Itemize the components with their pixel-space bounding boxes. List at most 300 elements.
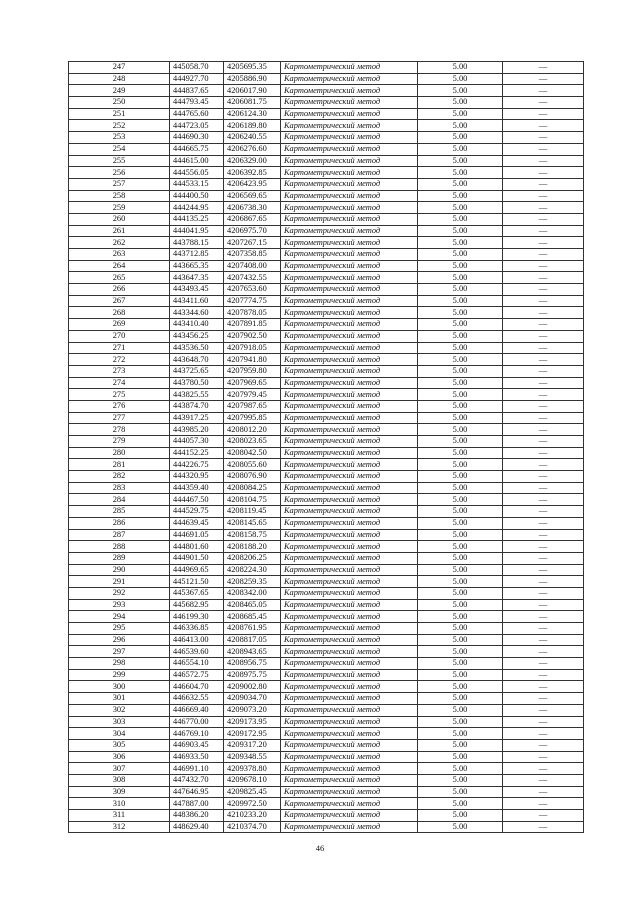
- x-coordinate-cell: 444226.75: [170, 459, 224, 471]
- point-number-cell: 261: [69, 225, 170, 237]
- y-coordinate-cell: 4207891.85: [224, 319, 281, 331]
- accuracy-cell: 5.00: [418, 704, 503, 716]
- dash-cell: —: [503, 763, 584, 775]
- dash-cell: —: [503, 108, 584, 120]
- point-number-cell: 270: [69, 330, 170, 342]
- x-coordinate-cell: 443712.85: [170, 249, 224, 261]
- point-number-cell: 294: [69, 611, 170, 623]
- x-coordinate-cell: 445058.70: [170, 62, 224, 74]
- x-coordinate-cell: 446933.50: [170, 751, 224, 763]
- dash-cell: —: [503, 225, 584, 237]
- point-number-cell: 298: [69, 658, 170, 670]
- point-number-cell: 272: [69, 354, 170, 366]
- y-coordinate-cell: 4208975.75: [224, 669, 281, 681]
- y-coordinate-cell: 4208055.60: [224, 459, 281, 471]
- accuracy-cell: 5.00: [418, 459, 503, 471]
- accuracy-cell: 5.00: [418, 693, 503, 705]
- point-number-cell: 275: [69, 389, 170, 401]
- table-row: [69, 260, 584, 272]
- accuracy-cell: 5.00: [418, 295, 503, 307]
- method-cell: Картометрический метод: [281, 447, 418, 459]
- table-row: [69, 623, 584, 635]
- y-coordinate-cell: 4206738.30: [224, 202, 281, 214]
- x-coordinate-cell: 443780.50: [170, 377, 224, 389]
- y-coordinate-cell: 4210233.20: [224, 810, 281, 822]
- x-coordinate-cell: 443344.60: [170, 307, 224, 319]
- accuracy-cell: 5.00: [418, 365, 503, 377]
- accuracy-cell: 5.00: [418, 482, 503, 494]
- y-coordinate-cell: 4206081.75: [224, 97, 281, 109]
- method-cell: Картометрический метод: [281, 143, 418, 155]
- table-row: [69, 85, 584, 97]
- x-coordinate-cell: 448629.40: [170, 821, 224, 833]
- method-cell: Картометрический метод: [281, 599, 418, 611]
- dash-cell: —: [503, 330, 584, 342]
- x-coordinate-cell: 444615.00: [170, 155, 224, 167]
- method-cell: Картометрический метод: [281, 786, 418, 798]
- accuracy-cell: 5.00: [418, 728, 503, 740]
- dash-cell: —: [503, 354, 584, 366]
- x-coordinate-cell: 444690.30: [170, 132, 224, 144]
- point-number-cell: 283: [69, 482, 170, 494]
- accuracy-cell: 5.00: [418, 658, 503, 670]
- table-row: [69, 108, 584, 120]
- dash-cell: —: [503, 751, 584, 763]
- x-coordinate-cell: 444837.65: [170, 85, 224, 97]
- method-cell: Картометрический метод: [281, 249, 418, 261]
- x-coordinate-cell: 446336.85: [170, 623, 224, 635]
- method-cell: Картометрический метод: [281, 272, 418, 284]
- y-coordinate-cell: 4209348.55: [224, 751, 281, 763]
- y-coordinate-cell: 4206569.65: [224, 190, 281, 202]
- dash-cell: —: [503, 190, 584, 202]
- accuracy-cell: 5.00: [418, 681, 503, 693]
- dash-cell: —: [503, 319, 584, 331]
- y-coordinate-cell: 4208119.45: [224, 506, 281, 518]
- accuracy-cell: 5.00: [418, 225, 503, 237]
- method-cell: Картометрический метод: [281, 167, 418, 179]
- point-number-cell: 293: [69, 599, 170, 611]
- table-row: [69, 658, 584, 670]
- y-coordinate-cell: 4208084.25: [224, 482, 281, 494]
- point-number-cell: 304: [69, 728, 170, 740]
- method-cell: Картометрический метод: [281, 284, 418, 296]
- point-number-cell: 252: [69, 120, 170, 132]
- y-coordinate-cell: 4206240.55: [224, 132, 281, 144]
- accuracy-cell: 5.00: [418, 132, 503, 144]
- point-number-cell: 290: [69, 564, 170, 576]
- point-number-cell: 287: [69, 529, 170, 541]
- table-row: [69, 447, 584, 459]
- accuracy-cell: 5.00: [418, 249, 503, 261]
- table-row: [69, 494, 584, 506]
- x-coordinate-cell: 446669.40: [170, 704, 224, 716]
- table-row: [69, 517, 584, 529]
- point-number-cell: 263: [69, 249, 170, 261]
- method-cell: Картометрический метод: [281, 260, 418, 272]
- table-row: [69, 319, 584, 331]
- x-coordinate-cell: 444135.25: [170, 213, 224, 225]
- y-coordinate-cell: 4206975.70: [224, 225, 281, 237]
- dash-cell: —: [503, 587, 584, 599]
- method-cell: Картометрический метод: [281, 190, 418, 202]
- point-number-cell: 276: [69, 400, 170, 412]
- table-row: [69, 272, 584, 284]
- dash-cell: —: [503, 681, 584, 693]
- dash-cell: —: [503, 774, 584, 786]
- x-coordinate-cell: 444320.95: [170, 471, 224, 483]
- accuracy-cell: 5.00: [418, 786, 503, 798]
- point-number-cell: 310: [69, 798, 170, 810]
- y-coordinate-cell: 4207941.80: [224, 354, 281, 366]
- x-coordinate-cell: 446572.75: [170, 669, 224, 681]
- method-cell: Картометрический метод: [281, 97, 418, 109]
- method-cell: Картометрический метод: [281, 319, 418, 331]
- accuracy-cell: 5.00: [418, 599, 503, 611]
- point-number-cell: 292: [69, 587, 170, 599]
- x-coordinate-cell: 446770.00: [170, 716, 224, 728]
- table-row: [69, 249, 584, 261]
- x-coordinate-cell: 443825.55: [170, 389, 224, 401]
- y-coordinate-cell: 4207432.55: [224, 272, 281, 284]
- table-row: [69, 143, 584, 155]
- y-coordinate-cell: 4208342.00: [224, 587, 281, 599]
- accuracy-cell: 5.00: [418, 272, 503, 284]
- table-row: [69, 377, 584, 389]
- point-number-cell: 282: [69, 471, 170, 483]
- x-coordinate-cell: 444359.40: [170, 482, 224, 494]
- x-coordinate-cell: 444691.05: [170, 529, 224, 541]
- method-cell: Картометрический метод: [281, 108, 418, 120]
- table-row: [69, 330, 584, 342]
- accuracy-cell: 5.00: [418, 97, 503, 109]
- point-number-cell: 311: [69, 810, 170, 822]
- accuracy-cell: 5.00: [418, 541, 503, 553]
- method-cell: Картометрический метод: [281, 587, 418, 599]
- accuracy-cell: 5.00: [418, 178, 503, 190]
- dash-cell: —: [503, 693, 584, 705]
- method-cell: Картометрический метод: [281, 611, 418, 623]
- x-coordinate-cell: 445367.65: [170, 587, 224, 599]
- point-number-cell: 256: [69, 167, 170, 179]
- dash-cell: —: [503, 541, 584, 553]
- dash-cell: —: [503, 272, 584, 284]
- table-row: [69, 763, 584, 775]
- point-number-cell: 301: [69, 693, 170, 705]
- method-cell: Картометрический метод: [281, 529, 418, 541]
- method-cell: Картометрический метод: [281, 517, 418, 529]
- accuracy-cell: 5.00: [418, 739, 503, 751]
- point-number-cell: 278: [69, 424, 170, 436]
- point-number-cell: 251: [69, 108, 170, 120]
- y-coordinate-cell: 4208761.95: [224, 623, 281, 635]
- x-coordinate-cell: 444723.05: [170, 120, 224, 132]
- accuracy-cell: 5.00: [418, 412, 503, 424]
- table-row: [69, 132, 584, 144]
- table-row: [69, 599, 584, 611]
- dash-cell: —: [503, 284, 584, 296]
- dash-cell: —: [503, 728, 584, 740]
- method-cell: Картометрический метод: [281, 646, 418, 658]
- point-number-cell: 254: [69, 143, 170, 155]
- y-coordinate-cell: 4208188.20: [224, 541, 281, 553]
- x-coordinate-cell: 446413.00: [170, 634, 224, 646]
- table-row: [69, 728, 584, 740]
- y-coordinate-cell: 4208042.50: [224, 447, 281, 459]
- dash-cell: —: [503, 365, 584, 377]
- method-cell: Картометрический метод: [281, 774, 418, 786]
- y-coordinate-cell: 4205886.90: [224, 73, 281, 85]
- y-coordinate-cell: 4206276.60: [224, 143, 281, 155]
- method-cell: Картометрический метод: [281, 552, 418, 564]
- x-coordinate-cell: 444467.50: [170, 494, 224, 506]
- accuracy-cell: 5.00: [418, 669, 503, 681]
- x-coordinate-cell: 444041.95: [170, 225, 224, 237]
- table-row: [69, 97, 584, 109]
- point-number-cell: 312: [69, 821, 170, 833]
- x-coordinate-cell: 443648.70: [170, 354, 224, 366]
- accuracy-cell: 5.00: [418, 108, 503, 120]
- accuracy-cell: 5.00: [418, 354, 503, 366]
- point-number-cell: 302: [69, 704, 170, 716]
- x-coordinate-cell: 447432.70: [170, 774, 224, 786]
- table-row: [69, 365, 584, 377]
- method-cell: Картометрический метод: [281, 424, 418, 436]
- x-coordinate-cell: 444969.65: [170, 564, 224, 576]
- y-coordinate-cell: 4207969.65: [224, 377, 281, 389]
- page-number: 46: [315, 843, 325, 853]
- table-row: [69, 482, 584, 494]
- y-coordinate-cell: 4208206.25: [224, 552, 281, 564]
- table-row: [69, 295, 584, 307]
- dash-cell: —: [503, 494, 584, 506]
- dash-cell: —: [503, 62, 584, 74]
- point-number-cell: 295: [69, 623, 170, 635]
- accuracy-cell: 5.00: [418, 342, 503, 354]
- method-cell: Картометрический метод: [281, 62, 418, 74]
- table-row: [69, 213, 584, 225]
- x-coordinate-cell: 443493.45: [170, 284, 224, 296]
- table-row: [69, 576, 584, 588]
- x-coordinate-cell: 443536.50: [170, 342, 224, 354]
- x-coordinate-cell: 447887.00: [170, 798, 224, 810]
- y-coordinate-cell: 4208956.75: [224, 658, 281, 670]
- y-coordinate-cell: 4208685.45: [224, 611, 281, 623]
- point-number-cell: 262: [69, 237, 170, 249]
- dash-cell: —: [503, 646, 584, 658]
- x-coordinate-cell: 443456.25: [170, 330, 224, 342]
- x-coordinate-cell: 444152.25: [170, 447, 224, 459]
- method-cell: Картометрический метод: [281, 342, 418, 354]
- x-coordinate-cell: 446539.60: [170, 646, 224, 658]
- accuracy-cell: 5.00: [418, 424, 503, 436]
- table-row: [69, 190, 584, 202]
- x-coordinate-cell: 446604.70: [170, 681, 224, 693]
- table-row: [69, 73, 584, 85]
- x-coordinate-cell: 443788.15: [170, 237, 224, 249]
- accuracy-cell: 5.00: [418, 798, 503, 810]
- table-row: [69, 471, 584, 483]
- point-number-cell: 299: [69, 669, 170, 681]
- x-coordinate-cell: 444529.75: [170, 506, 224, 518]
- dash-cell: —: [503, 786, 584, 798]
- dash-cell: —: [503, 506, 584, 518]
- dash-cell: —: [503, 459, 584, 471]
- dash-cell: —: [503, 85, 584, 97]
- method-cell: Картометрический метод: [281, 494, 418, 506]
- table-row: [69, 529, 584, 541]
- point-number-cell: 269: [69, 319, 170, 331]
- accuracy-cell: 5.00: [418, 506, 503, 518]
- dash-cell: —: [503, 552, 584, 564]
- table-row: [69, 716, 584, 728]
- y-coordinate-cell: 4209034.70: [224, 693, 281, 705]
- dash-cell: —: [503, 132, 584, 144]
- method-cell: Картометрический метод: [281, 623, 418, 635]
- x-coordinate-cell: 444665.75: [170, 143, 224, 155]
- x-coordinate-cell: 445682.95: [170, 599, 224, 611]
- dash-cell: —: [503, 377, 584, 389]
- dash-cell: —: [503, 213, 584, 225]
- y-coordinate-cell: 4207902.50: [224, 330, 281, 342]
- point-number-cell: 308: [69, 774, 170, 786]
- x-coordinate-cell: 444400.50: [170, 190, 224, 202]
- point-number-cell: 255: [69, 155, 170, 167]
- method-cell: Картометрический метод: [281, 739, 418, 751]
- method-cell: Картометрический метод: [281, 412, 418, 424]
- accuracy-cell: 5.00: [418, 529, 503, 541]
- dash-cell: —: [503, 155, 584, 167]
- method-cell: Картометрический метод: [281, 307, 418, 319]
- accuracy-cell: 5.00: [418, 494, 503, 506]
- y-coordinate-cell: 4208158.75: [224, 529, 281, 541]
- method-cell: Картометрический метод: [281, 681, 418, 693]
- dash-cell: —: [503, 120, 584, 132]
- y-coordinate-cell: 4208023.65: [224, 436, 281, 448]
- method-cell: Картометрический метод: [281, 669, 418, 681]
- accuracy-cell: 5.00: [418, 774, 503, 786]
- x-coordinate-cell: 444244.95: [170, 202, 224, 214]
- table-row: [69, 669, 584, 681]
- dash-cell: —: [503, 178, 584, 190]
- method-cell: Картометрический метод: [281, 178, 418, 190]
- point-number-cell: 291: [69, 576, 170, 588]
- method-cell: Картометрический метод: [281, 810, 418, 822]
- y-coordinate-cell: 4208224.30: [224, 564, 281, 576]
- method-cell: Картометрический метод: [281, 693, 418, 705]
- point-number-cell: 300: [69, 681, 170, 693]
- x-coordinate-cell: 443985.20: [170, 424, 224, 436]
- dash-cell: —: [503, 821, 584, 833]
- y-coordinate-cell: 4207918.05: [224, 342, 281, 354]
- method-cell: Картометрический метод: [281, 728, 418, 740]
- point-number-cell: 271: [69, 342, 170, 354]
- method-cell: Картометрический метод: [281, 225, 418, 237]
- point-number-cell: 267: [69, 295, 170, 307]
- dash-cell: —: [503, 447, 584, 459]
- x-coordinate-cell: 446199.30: [170, 611, 224, 623]
- dash-cell: —: [503, 658, 584, 670]
- accuracy-cell: 5.00: [418, 213, 503, 225]
- table-row: [69, 400, 584, 412]
- x-coordinate-cell: 444533.15: [170, 178, 224, 190]
- accuracy-cell: 5.00: [418, 237, 503, 249]
- y-coordinate-cell: 4209173.95: [224, 716, 281, 728]
- point-number-cell: 266: [69, 284, 170, 296]
- table-row: [69, 284, 584, 296]
- dash-cell: —: [503, 342, 584, 354]
- y-coordinate-cell: 4208012.20: [224, 424, 281, 436]
- accuracy-cell: 5.00: [418, 260, 503, 272]
- point-number-cell: 309: [69, 786, 170, 798]
- point-number-cell: 250: [69, 97, 170, 109]
- y-coordinate-cell: 4207995.85: [224, 412, 281, 424]
- x-coordinate-cell: 444901.50: [170, 552, 224, 564]
- method-cell: Картометрический метод: [281, 821, 418, 833]
- y-coordinate-cell: 4206392.85: [224, 167, 281, 179]
- accuracy-cell: 5.00: [418, 517, 503, 529]
- y-coordinate-cell: 4208076.90: [224, 471, 281, 483]
- table-row: [69, 155, 584, 167]
- dash-cell: —: [503, 249, 584, 261]
- y-coordinate-cell: 4208259.35: [224, 576, 281, 588]
- table-row: [69, 178, 584, 190]
- y-coordinate-cell: 4208817.05: [224, 634, 281, 646]
- accuracy-cell: 5.00: [418, 400, 503, 412]
- method-cell: Картометрический метод: [281, 704, 418, 716]
- table-row: [69, 307, 584, 319]
- point-number-cell: 303: [69, 716, 170, 728]
- dash-cell: —: [503, 669, 584, 681]
- method-cell: Картометрический метод: [281, 471, 418, 483]
- dash-cell: —: [503, 167, 584, 179]
- method-cell: Картометрический метод: [281, 798, 418, 810]
- y-coordinate-cell: 4209002.80: [224, 681, 281, 693]
- method-cell: Картометрический метод: [281, 400, 418, 412]
- accuracy-cell: 5.00: [418, 284, 503, 296]
- y-coordinate-cell: 4209972.50: [224, 798, 281, 810]
- dash-cell: —: [503, 389, 584, 401]
- table-row: [69, 202, 584, 214]
- method-cell: Картометрический метод: [281, 295, 418, 307]
- dash-cell: —: [503, 716, 584, 728]
- point-number-cell: 284: [69, 494, 170, 506]
- y-coordinate-cell: 4205695.35: [224, 62, 281, 74]
- dash-cell: —: [503, 202, 584, 214]
- accuracy-cell: 5.00: [418, 634, 503, 646]
- point-number-cell: 306: [69, 751, 170, 763]
- dash-cell: —: [503, 564, 584, 576]
- x-coordinate-cell: 446632.55: [170, 693, 224, 705]
- dash-cell: —: [503, 73, 584, 85]
- y-coordinate-cell: 4206329.00: [224, 155, 281, 167]
- accuracy-cell: 5.00: [418, 646, 503, 658]
- x-coordinate-cell: 444639.45: [170, 517, 224, 529]
- accuracy-cell: 5.00: [418, 202, 503, 214]
- table-row: [69, 810, 584, 822]
- accuracy-cell: 5.00: [418, 377, 503, 389]
- accuracy-cell: 5.00: [418, 763, 503, 775]
- point-number-cell: 274: [69, 377, 170, 389]
- x-coordinate-cell: 443874.70: [170, 400, 224, 412]
- method-cell: Картометрический метод: [281, 459, 418, 471]
- y-coordinate-cell: 4207774.75: [224, 295, 281, 307]
- y-coordinate-cell: 4207979.45: [224, 389, 281, 401]
- y-coordinate-cell: 4206867.65: [224, 213, 281, 225]
- accuracy-cell: 5.00: [418, 330, 503, 342]
- point-number-cell: 297: [69, 646, 170, 658]
- accuracy-cell: 5.00: [418, 167, 503, 179]
